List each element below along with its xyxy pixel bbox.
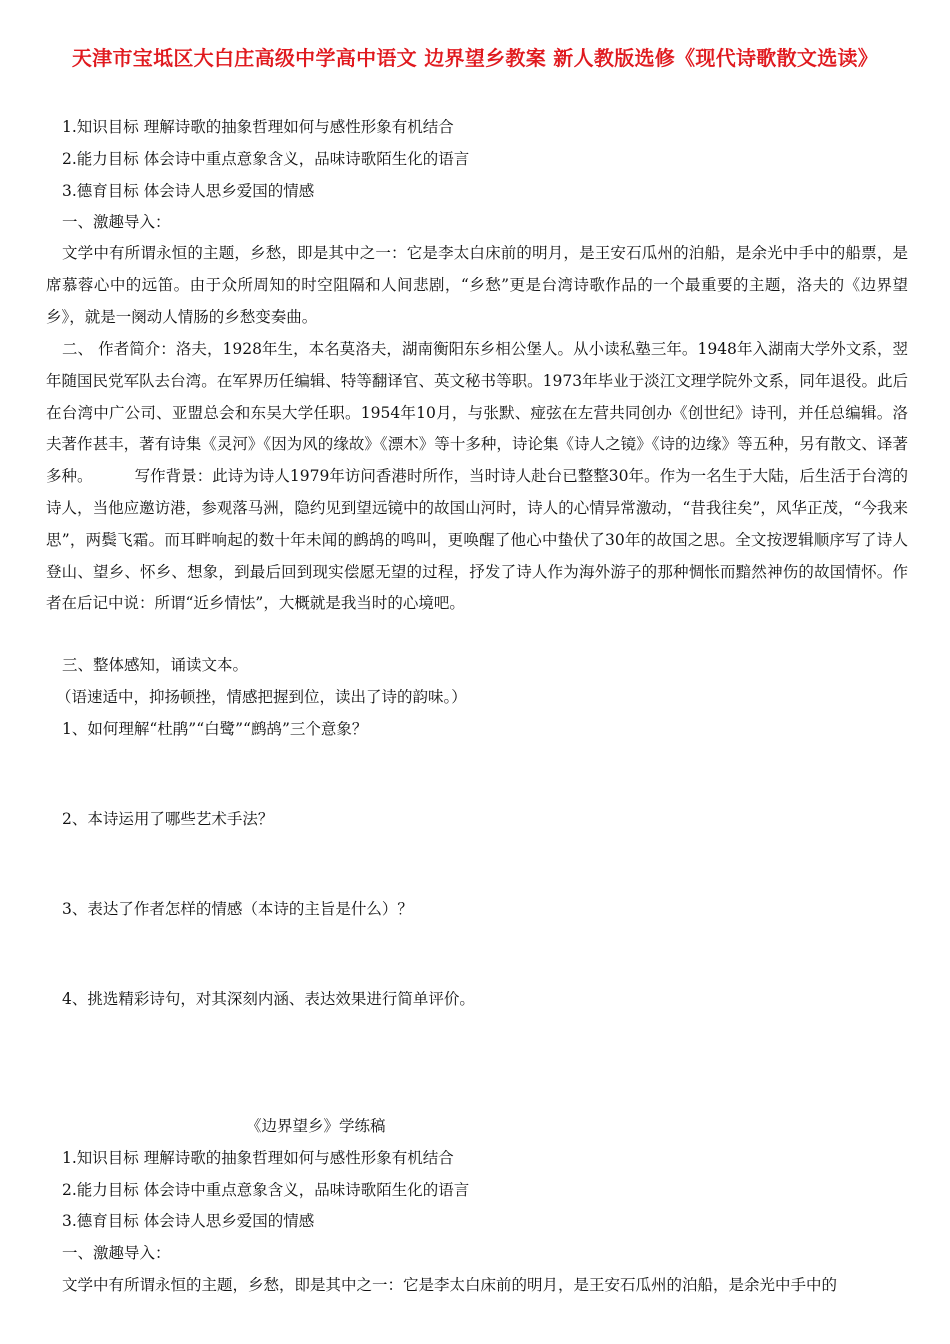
worksheet-objective-moral: 3.德育目标 体会诗人思乡爱国的情感 xyxy=(62,1212,315,1230)
objective-moral: 3.德育目标 体会诗人思乡爱国的情感 xyxy=(62,182,315,200)
section-heading-intro: 一、激趣导入： xyxy=(62,213,171,231)
author-paragraph xyxy=(46,334,908,620)
worksheet-title: 《边界望乡》学练稿 xyxy=(246,1117,386,1135)
worksheet-intro-text: 文学中有所谓永恒的主题，乡愁，即是其中之一：它是李太白床前的明月，是王安石瓜州的泊船，是余光中手中的 xyxy=(62,1276,838,1294)
worksheet-objective-ability: 2.能力目标 体会诗中重点意象含义，品味诗歌陌生化的语言 xyxy=(62,1181,470,1199)
objective-ability: 2.能力目标 体会诗中重点意象含义，品味诗歌陌生化的语言 xyxy=(62,150,470,168)
writing-background-text: 写作背景：此诗为诗人1979年访问香港时所作，当时诗人赴台已整整30年。作为一名生于大陆，后生活于台湾的诗人，当他应邀访港，参观落马洲，隐约见到望远镜中的故国山河时，诗人的心情异常激动，“昔我往矣”，风华正茂，“今我来思”，两鬓飞霜。而耳畔响起的数十年未闻的鹧鸪的鸣叫，更唤醒了他心中蛰伏了30年的故国之思。全文按逻辑顺序写了诗人登山、望乡、怀乡、想象，到最后回到现实偿愿无望的过程，抒发了诗人作为海外游子的那种惆怅而黯然神伤的故国情怀。作者在后记中说：所谓“近乡情怯”，大概就是我当时的心境吧。 xyxy=(46,467,908,613)
question-3: 3、表达了作者怎样的情感（本诗的主旨是什么）？ xyxy=(62,900,413,918)
worksheet-heading-intro: 一、激趣导入： xyxy=(62,1244,171,1262)
question-4: 4、挑选精彩诗句，对其深刻内涵、表达效果进行简单评价。 xyxy=(62,990,475,1008)
worksheet-objective-knowledge: 1.知识目标 理解诗歌的抽象哲理如何与感性形象有机结合 xyxy=(62,1149,454,1167)
question-2: 2、本诗运用了哪些艺术手法？ xyxy=(62,810,274,828)
question-1: 1、如何理解“杜鹃”“白鹭”“鹧鸪”三个意象？ xyxy=(62,720,368,738)
intro-paragraph: 文学中有所谓永恒的主题，乡愁，即是其中之一：它是李太白床前的明月，是王安石瓜州的泊船，是余光中手中的船票，是席慕蓉心中的远笛。由于众所周知的时空阻隔和人间悲剧，“乡愁”更是台湾诗歌作品的一个最重要的主题，洛夫的《边界望乡》，就是一阕动人情肠的乡愁变奏曲。 xyxy=(46,244,908,326)
reading-note: （语速适中，抑扬顿挫，情感把握到位，读出了诗的韵味。） xyxy=(56,688,467,706)
author-bio-text: 二、 作者简介：洛夫，1928年生，本名莫洛夫，湖南衡阳东乡相公堡人。从小读私塾三年。1948年入湖南大学外文系，翌年随国民党军队去台湾。在军界历任编辑、特等翻译官、英文秘书等职。1973年毕业于淡江文理学院外文系，同年退役。此后在台湾中广公司、亚盟总会和东吴大学任职。1954年10月，与张默、痖弦在左营共同创办《创世纪》诗刊，并任总编辑。洛夫著作甚丰，著有诗集《灵河》《因为风的缘故》《漂木》等十多种，诗论集《诗人之镜》《诗的边缘》等五种，另有散文、译著多种。 xyxy=(46,340,908,486)
document-title: 天津市宝坻区大白庄高级中学高中语文 边界望乡教案 新人教版选修《现代诗歌散文选读》 xyxy=(71,46,879,70)
objective-knowledge: 1.知识目标 理解诗歌的抽象哲理如何与感性形象有机结合 xyxy=(62,118,454,136)
section-heading-reading: 三、整体感知，诵读文本。 xyxy=(62,656,249,674)
